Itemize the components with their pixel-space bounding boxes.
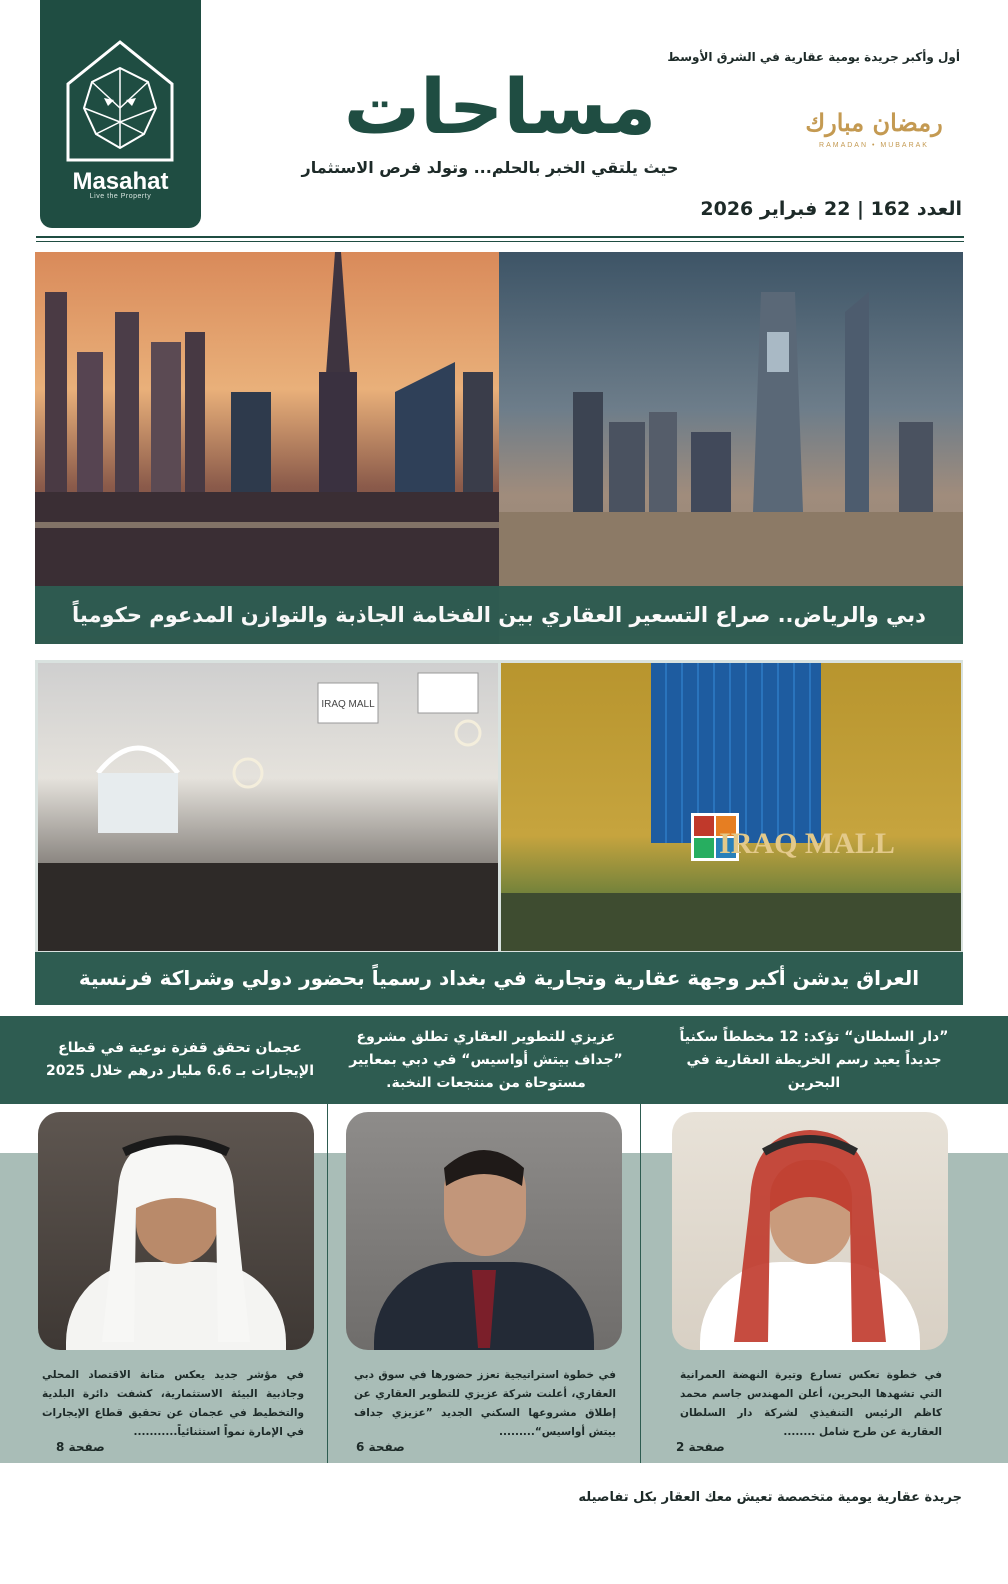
- red-shemagh-icon: [672, 1112, 948, 1350]
- column-body-dar-alsultan: في خطوة تعكس تسارع وتيرة النهضة العمرانية التي تشهدها البحرين، أعلن المهندس جاسم محمد كاظم الرئيس التنفيذي لشركة دار السلطان العقارية عن طرح شامل ........: [680, 1369, 942, 1438]
- mall-sign-right: IRAQ MALL: [719, 827, 895, 860]
- portrait-ajman-official: [38, 1112, 314, 1350]
- mall-exterior-illustration: [501, 663, 961, 951]
- masthead-title: مساحات: [343, 62, 657, 151]
- mall-sign-left: IRAQ MALL: [321, 699, 375, 710]
- page-link-8[interactable]: صفحة 8: [56, 1440, 105, 1454]
- mall-exterior-photo: [501, 663, 961, 951]
- masthead-motto: حيث يلتقي الخبر بالحلم... وتولد فرص الاستثمار: [301, 158, 679, 177]
- hero-story[interactable]: [35, 252, 963, 644]
- portrait-azizi-executive: [346, 1112, 622, 1350]
- iraq-mall-story[interactable]: [35, 660, 963, 1005]
- column-title-ajman[interactable]: عجمان تحقق قفزة نوعية في قطاع الإيجارات بـ 6.6 مليار درهم خلال 2025: [45, 1040, 315, 1079]
- logo-tagline: Live the Property: [89, 193, 152, 200]
- second-headline[interactable]: العراق يدشن أكبر وجهة عقارية وتجارية في بغداد رسمياً بحضور دولي وشراكة فرنسية: [78, 966, 920, 990]
- ramadan-english: RAMADAN • MUBARAK: [819, 142, 929, 149]
- page-link-2[interactable]: صفحة 2: [676, 1440, 725, 1454]
- newspaper-tagline: أول وأكبر جريدة يومية عقارية في الشرق الأوسط: [667, 50, 960, 64]
- mall-interior-photo: [38, 663, 498, 951]
- mall-crowd-illustration: [38, 663, 498, 951]
- header-divider: [36, 236, 964, 238]
- portrait-jassim-kazim: [672, 1112, 948, 1350]
- logo-wordmark: Masahat: [72, 168, 169, 195]
- column-body-ajman: في مؤشر جديد يعكس متانة الاقتصاد المحلي وجاذبية البيئة الاستثمارية، كشفت دائرة البلدية والتخطيط في عجمان عن تحقيق قطاع الإيجارات في الإمارة نمواً استثنائياً...........: [42, 1369, 304, 1438]
- page-link-6[interactable]: صفحة 6: [356, 1440, 405, 1454]
- masahat-logo[interactable]: [40, 0, 201, 228]
- tie-icon: [346, 1112, 622, 1350]
- second-headline-bar: [35, 952, 963, 1005]
- hero-headline[interactable]: دبي والرياض.. صراع التسعير العقاري بين الفخامة الجاذبة والتوازن المدعوم حكومياً: [72, 603, 926, 627]
- ramadan-mubarak-badge: [786, 108, 962, 164]
- ghutra-icon: [38, 1112, 314, 1350]
- column-divider: [640, 1104, 641, 1463]
- tiger-house-icon: [64, 38, 177, 166]
- column-title-azizi[interactable]: عزيزي للتطوير العقاري تطلق مشروع ”جداف بيتش أواسيس“ في دبي بمعايير مستوحاة من منتجعات النخبة.: [349, 1028, 623, 1091]
- column-body-azizi: في خطوة استراتيجية تعزز حضورها في سوق دبي العقاري، أعلنت شركة عزيزي للتطوير العقاري عن إطلاق مشروعها السكني الجديد ”عزيزي جداف بيتش أواسيس“.........: [354, 1369, 616, 1438]
- issue-date-line: العدد 162 | 22 فبراير 2026: [700, 198, 962, 220]
- column-title-dar-alsultan[interactable]: ”دار السلطان“ تؤكد: 12 مخططاً سكنياً جديداً يعيد رسم الخريطة العقارية في البحرين: [679, 1028, 949, 1091]
- footer-slogan: جريدة عقارية يومية متخصصة تعيش معك العقار بكل تفاصيله: [578, 1490, 962, 1505]
- header-divider-thin: [36, 241, 964, 242]
- column-divider: [327, 1104, 328, 1463]
- ramadan-arabic: رمضان مبارك: [805, 108, 943, 137]
- hero-headline-bar: [35, 586, 963, 644]
